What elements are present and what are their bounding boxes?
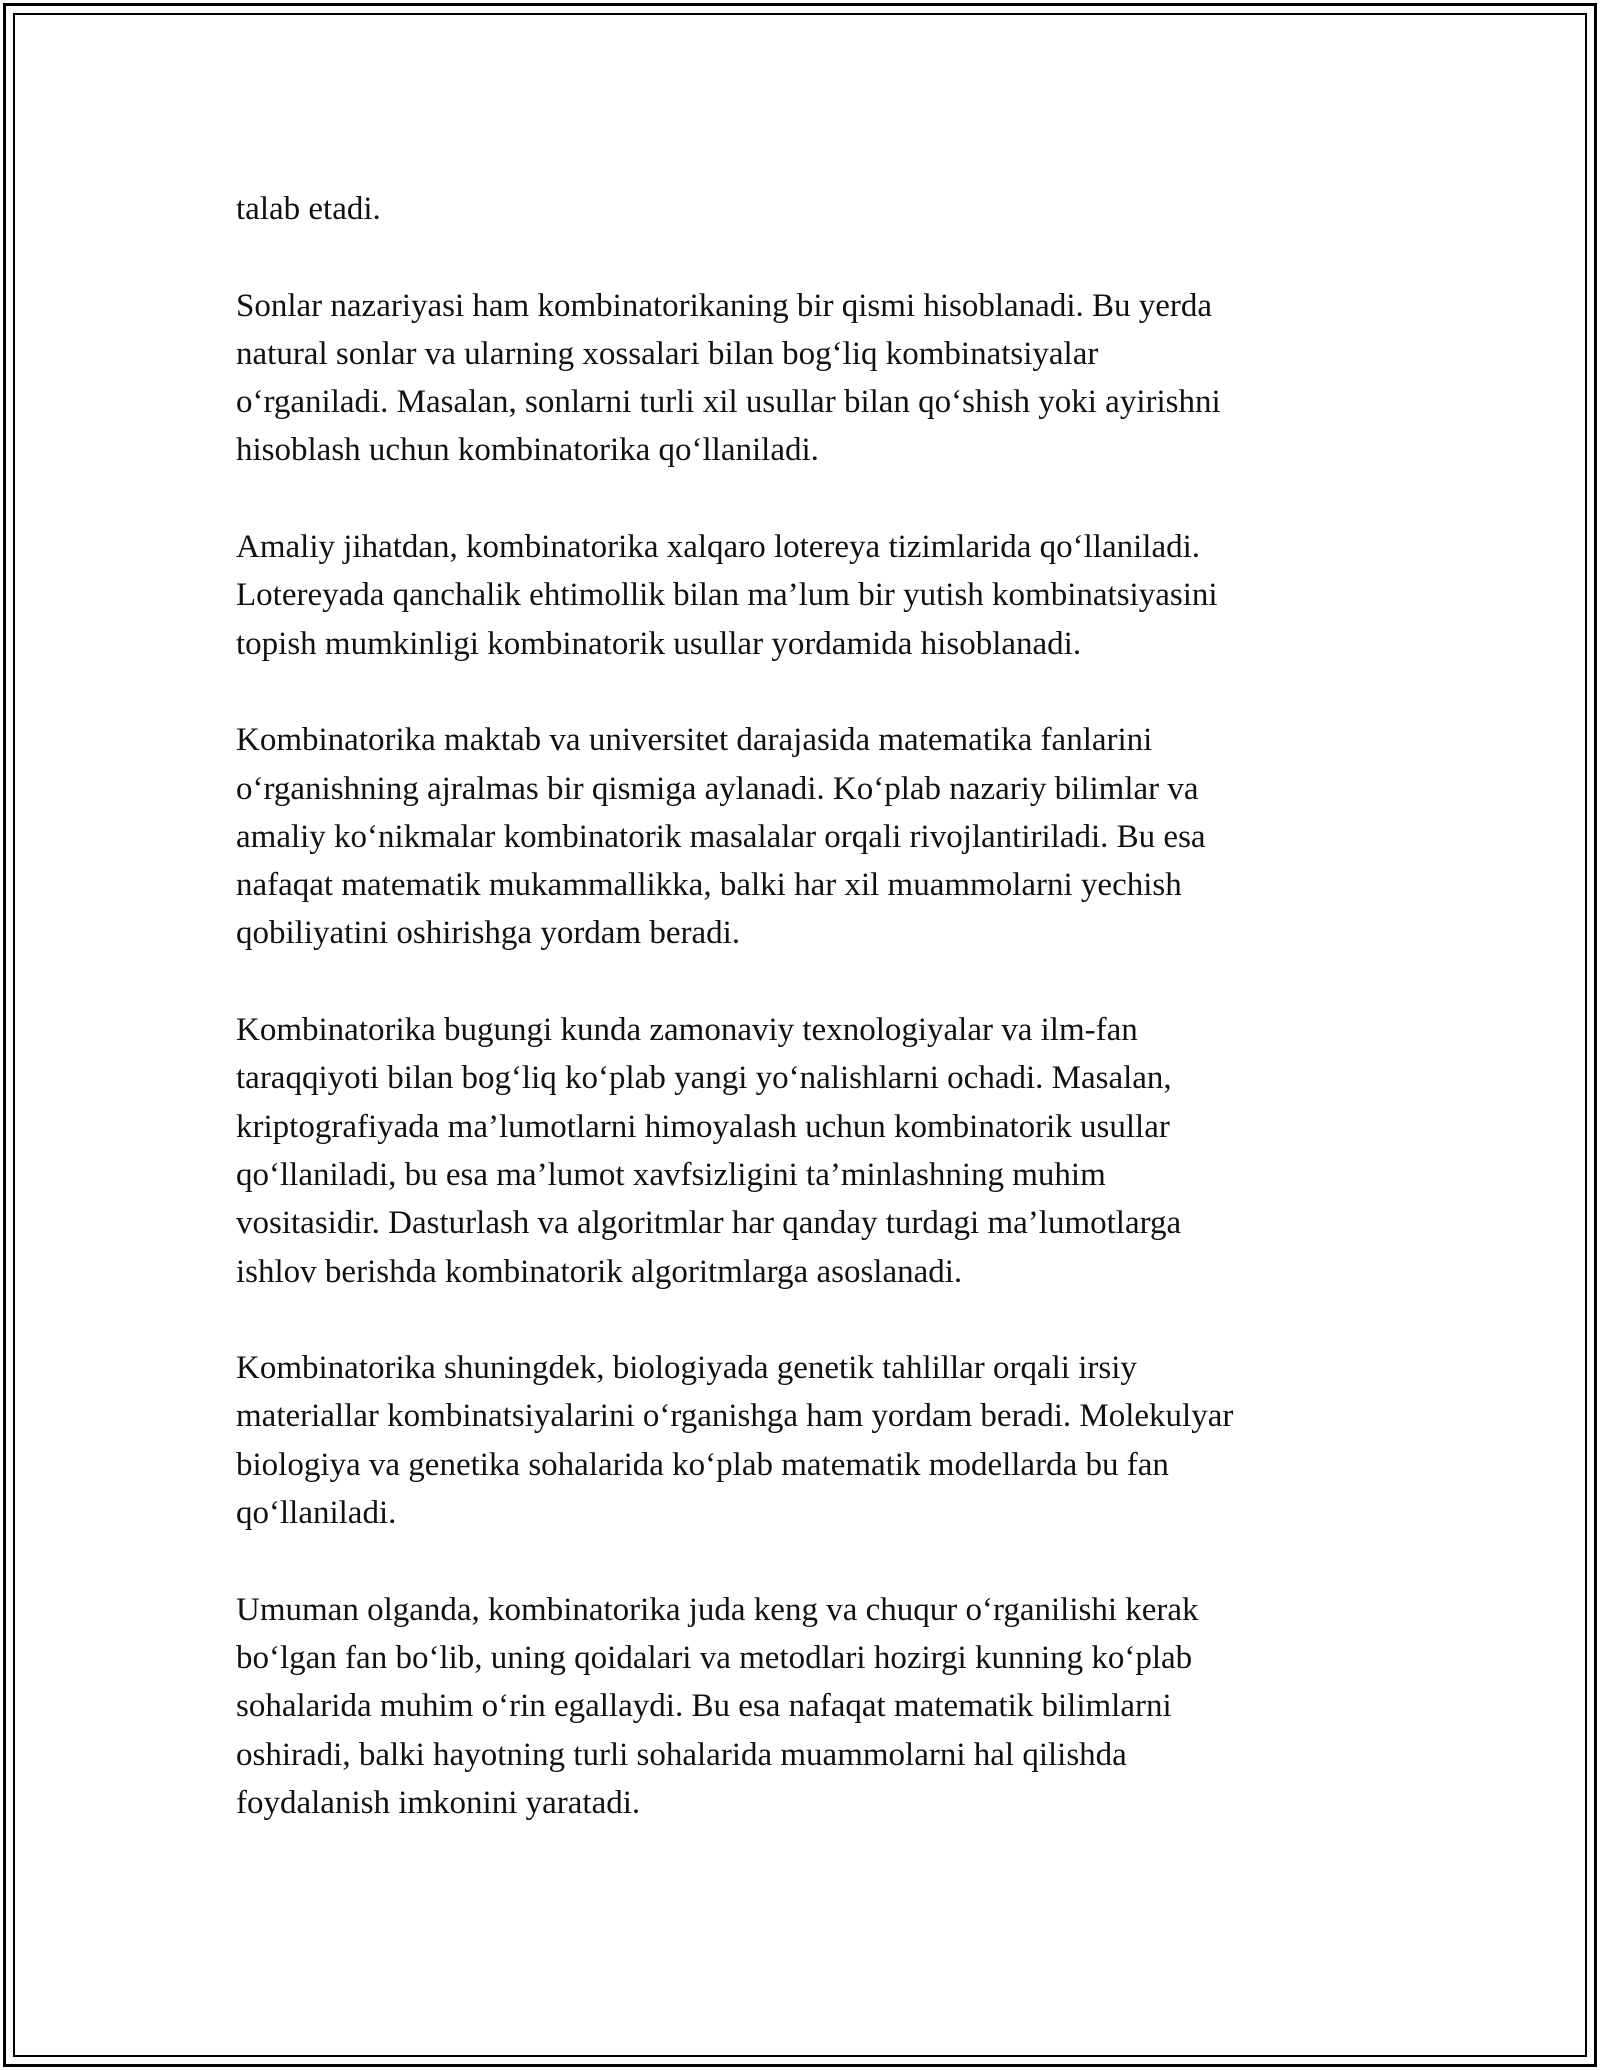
text-line: kriptografiyada ma’lumotlarni himoyalash uchun kombinatorik usullar [236,1108,1170,1145]
text-line: nafaqat matematik mukammallikka, balki har xil muammolarni yechish [236,867,1182,904]
paragraph [236,282,1376,475]
text-line: foydalanish imkonini yaratadi. [236,1784,641,1821]
text-line: qo‘llaniladi. [236,1495,397,1532]
text-line: o‘rganiladi. Masalan, sonlarni turli xil usullar bilan qo‘shish yoki ayirishni [236,384,1221,421]
text-line: oshiradi, balki hayotning turli sohalarida muammolarni hal qilishda [236,1736,1127,1773]
paragraph [236,716,1376,957]
text-line: taraqqiyoti bilan bog‘liq ko‘plab yangi yo‘nalishlarni ochadi. Masalan, [236,1060,1172,1097]
paragraph [236,1586,1376,1827]
text-line: Kombinatorika bugungi kunda zamonaviy texnologiyalar va ilm-fan [236,1012,1138,1049]
text-line: amaliy ko‘nikmalar kombinatorik masalalar orqali rivojlantiriladi. Bu esa [236,818,1206,855]
text-line: sohalarida muhim o‘rin egallaydi. Bu esa nafaqat matematik bilimlarni [236,1688,1172,1725]
document-body [236,185,1376,1875]
text-line: vositasidir. Dasturlash va algoritmlar har qanday turdagi ma’lumotlarga [236,1205,1182,1242]
paragraph [236,523,1376,668]
text-line: Lotereyada qanchalik ehtimollik bilan ma’lum bir yutish kombinatsiyasini [236,577,1218,614]
text-line: hisoblash uchun kombinatorika qo‘llaniladi. [236,432,819,469]
text-line: bo‘lgan fan bo‘lib, uning qoidalari va metodlari hozirgi kunning ko‘plab [236,1639,1193,1676]
text-line: topish mumkinligi kombinatorik usullar yordamida hisoblanadi. [236,625,1082,662]
paragraph [236,1006,1376,1296]
text-line: natural sonlar va ularning xossalari bilan bog‘liq kombinatsiyalar [236,335,1099,372]
paragraph [236,1344,1376,1537]
text-line: materiallar kombinatsiyalarini o‘rganishga ham yordam beradi. Molekulyar [236,1398,1234,1435]
text-line: biologiya va genetika sohalarida ko‘plab matematik modellarda bu fan [236,1446,1169,1483]
text-line: Umuman olganda, kombinatorika juda keng va chuqur o‘rganilishi kerak [236,1591,1199,1628]
text-line: Kombinatorika maktab va universitet darajasida matematika fanlarini [236,722,1153,759]
text-line: ishlov berishda kombinatorik algoritmlarga asoslanadi. [236,1253,963,1290]
text-line: o‘rganishning ajralmas bir qismiga aylanadi. Ko‘plab nazariy bilimlar va [236,770,1199,807]
text-line: Sonlar nazariyasi ham kombinatorikaning bir qismi hisoblanadi. Bu yerda [236,287,1213,324]
text-line: qo‘llaniladi, bu esa ma’lumot xavfsizligini ta’minlashning muhim [236,1156,1106,1193]
text-line: Kombinatorika shuningdek, biologiyada genetik tahlillar orqali irsiy [236,1350,1137,1387]
text-line: talab etadi. [236,191,381,227]
text-line: qobiliyatini oshirishga yordam beradi. [236,915,741,952]
text-line: Amaliy jihatdan, kombinatorika xalqaro lotereya tizimlarida qo‘llaniladi. [236,529,1201,566]
paragraph [236,185,1376,233]
